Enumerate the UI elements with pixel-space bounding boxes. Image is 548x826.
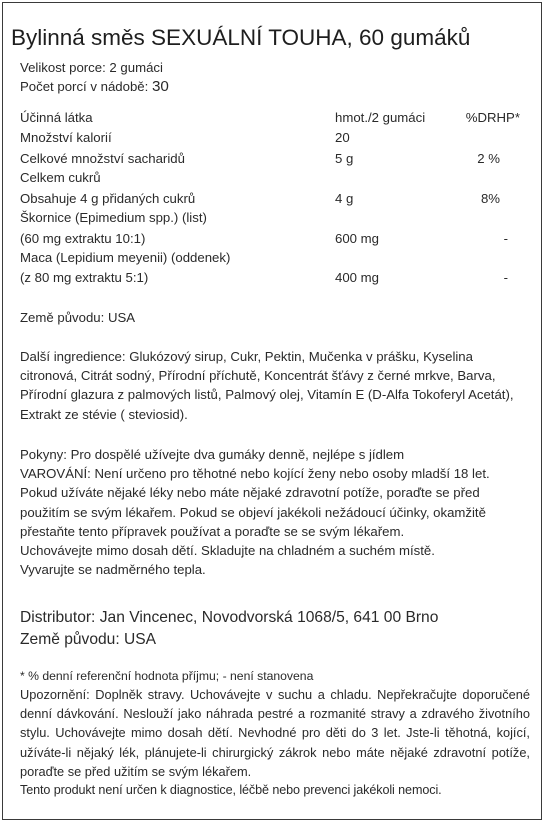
row-dv: 2 % [477,151,500,166]
table-row [20,169,530,187]
table-row [20,230,530,248]
row-dv: - [503,231,508,246]
servings-count: 30 [151,78,169,95]
row-name: Maca (Lepidium meyenii) (oddenek) [20,250,231,265]
product-title: Bylinná směs SEXUÁLNÍ TOUHA, 60 gumáků [11,25,471,50]
table-row [20,269,530,287]
table-row [20,209,530,227]
table-row [20,150,530,168]
warning-last-line: Tento produkt není určen k diagnostice, léčbě nebo prevenci jakékoli nemoci. [20,783,442,797]
servings-per-container [20,78,169,96]
row-name: Množství kalorií [20,130,112,145]
row-name: Celkem cukrů [20,170,101,185]
row-name: Škornice (Epimedium spp.) (list) [20,210,207,225]
country-of-origin: Země původu: USA [20,310,136,325]
row-dv: 8% [480,191,500,206]
table-row [20,249,530,267]
row-amount: 400 mg [335,270,379,285]
row-dv: - [503,270,508,285]
row-name: Celkové množství sacharidů [20,151,185,166]
distributor: Distributor: Jan Vincenec, Novodvorská 1068/5, 641 00 Brno [20,609,439,626]
row-name: (60 mg extraktu 10:1) [20,231,146,246]
serving-size: Velikost porce: 2 gumáci [20,60,163,75]
product-label [2,2,542,820]
heat-line: Vyvarujte se nadměrného tepla. [20,562,206,578]
other-ingredients: Další ingredience: Glukózový sirup, Cukr, Pektin, Mučenka v prášku, Kyselina citronová, Citrát sodný, Přírodní příchutě, Koncentrát šťávy z černé mrkve, Barva, Přírodní glazura z palmových listů, Palmový olej, Vitamín E (D-Alfa Tokoferyl Acetát), Extrakt ze stévie ( steviosid). [20,349,514,422]
header-amount: hmot./2 gumáci [335,110,426,125]
country-of-origin-2: Země původu: USA [20,631,157,648]
row-amount: 5 g [335,151,354,166]
row-name: Obsahuje 4 g přidaných cukrů [20,191,196,206]
instructions-line: Pokyny: Pro dospělé užívejte dva gumáky denně, nejlépe s jídlem [20,447,405,462]
table-row [20,190,530,208]
header-name: Účinná látka [20,110,93,125]
table-row [20,129,530,147]
warning-line: VAROVÁNÍ: Není určeno pro těhotné nebo kojící ženy nebo osoby mladší 18 let. Pokud užíváte nějaké léky nebo máte nějaké zdravotní potíže, poraďte se před použitím se svým lékařem. Pokud se objeví jakékoli nežádoucí účinky, okamžitě přestaňte tento přípravek používat a poraďte se se svým lékařem. [20,466,490,539]
servings-label: Počet porcí v nádobě: [20,79,152,94]
footnote: * % denní referenční hodnota příjmu; - není stanovena [20,669,314,683]
instructions [20,445,530,579]
warning-text: Upozornění: Doplněk stravy. Uchovávejte v suchu a chladu. Nepřekračujte doporučené denní dávkování. Neslouží jako náhrada pestré a rozmanité stravy a zdravého životního stylu. Uchovávejte mimo dosah dětí. Nevhodné pro děti do 3 let. Jste-li těhotná, kojící, užíváte-li nějaký lék, plánujete-li chirurgický zákrok nebo máte nějaké zdravotní potíže, poraďte se před užitím se svým lékařem. [20,687,530,779]
storage-line: Uchovávejte mimo dosah dětí. Skladujte na chladném a suchém místě. [20,543,435,559]
header-dv: %DRHP* [465,110,520,125]
row-amount: 4 g [335,191,354,206]
row-name: (z 80 mg extraktu 5:1) [20,270,149,285]
table-header [20,109,530,127]
row-amount: 20 [335,130,350,145]
row-amount: 600 mg [335,231,379,246]
